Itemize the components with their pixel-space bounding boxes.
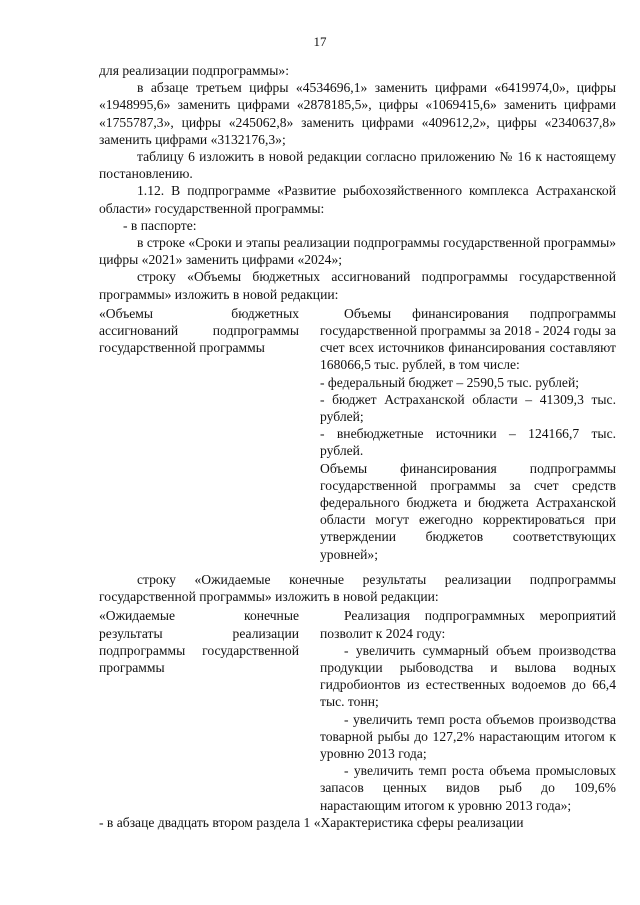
paragraph: строку «Ожидаемые конечные результаты реализации подпрограммы государственной программы» изложить в новой редакции: <box>99 571 616 605</box>
list-item: - бюджет Астраханской области – 41309,3 тыс. рублей; <box>320 391 616 425</box>
row-value <box>320 607 616 813</box>
paragraph: Объемы финансирования подпрограммы государственной программы за 2018 - 2024 годы за счет всех источников финансирования составляют 168066,5 тыс. рублей, в том числе: <box>320 305 616 373</box>
row-value <box>320 305 616 563</box>
paragraph: Реализация подпрограммных мероприятий позволит к 2024 году: <box>320 608 616 641</box>
paragraph: для реализации подпрограммы»: <box>99 63 289 78</box>
list-item: - увеличить суммарный объем производства продукции рыбоводства и вылова водных гидробионтов из естественных водоемов до 66,4 тыс. тонн; <box>320 642 616 710</box>
paragraph: - в абзаце двадцать втором раздела 1 «Характеристика сферы реализации <box>99 814 524 830</box>
paragraph: - в паспорте: <box>123 217 197 233</box>
paragraph: в строке «Сроки и этапы реализации подпрограммы государственной программы» цифры «2021» заменить цифрами «2024»; <box>99 235 616 268</box>
paragraph: таблицу 6 изложить в новой редакции согласно приложению № 16 к настоящему постановлению. <box>99 149 616 182</box>
document-body <box>99 62 616 831</box>
paragraph: Объемы финансирования подпрограммы государственной программы за счет средств федерального бюджета и бюджета Астраханской области могут ежегодно корректироваться при утверждении бюджетов соответствующих уровней»; <box>320 460 616 562</box>
paragraph: в абзаце третьем цифры «4534696,1» заменить цифрами «6419974,0», цифры «1948995,6» заменить цифрами «2878185,5», цифры «1069415,6» заменить цифрами «1755787,3», цифры «245062,8» заменить цифрами «409612,2», цифры «2340637,8» заменить цифрами «3132176,3»; <box>99 80 616 147</box>
list-item: - увеличить темп роста объемов производства товарной рыбы до 127,2% нарастающим итогом к уровню 2013 года; <box>320 711 616 761</box>
list-item: - внебюджетные источники – 124166,7 тыс. рублей. <box>320 426 616 459</box>
section-heading: 1.12. В подпрограмме «Развитие рыбохозяйственного комплекса Астраханской области» государственной программы: <box>99 183 616 216</box>
row-label: «Ожидаемые конечные результаты реализации подпрограммы государственной программы <box>99 608 299 675</box>
list-item: - увеличить темп роста объема промысловых запасов ценных видов рыб до 109,6% нарастающим итогом к уровню 2013 года»; <box>320 763 616 813</box>
list-item: - федеральный бюджет – 2590,5 тыс. рублей; <box>320 374 579 390</box>
row-label: «Объемы бюджетных ассигнований подпрограммы государственной программы <box>99 305 299 356</box>
paragraph: строку «Объемы бюджетных ассигнований подпрограммы государственной программы» изложить в новой редакции: <box>99 269 616 302</box>
page-number: 17 <box>313 34 327 49</box>
passport-row-results <box>99 607 616 813</box>
passport-row-budget <box>99 305 616 563</box>
